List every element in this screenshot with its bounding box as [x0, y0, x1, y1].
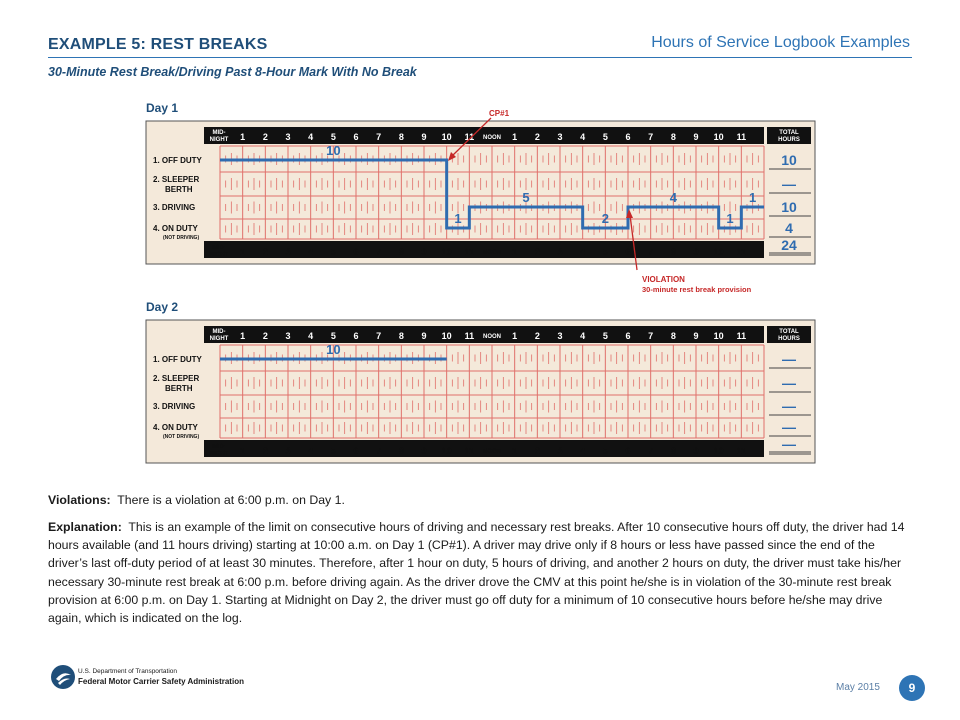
row-sublabel: (NOT DRIVING): [163, 434, 200, 440]
bottom-hour-label: 7: [648, 446, 654, 456]
bottom-hour-label: 5: [330, 446, 336, 456]
segment-hours-label: 10: [326, 342, 341, 357]
row-label: 2. SLEEPER: [153, 175, 200, 184]
row-label: 3. DRIVING: [153, 203, 196, 212]
bottom-hour-label: 9: [421, 247, 427, 257]
bottom-hour-label: 7: [376, 446, 382, 456]
top-hour-label: 11: [736, 132, 747, 142]
bottom-hour-label: 9: [693, 446, 699, 456]
bottom-hour-label: 4: [308, 247, 314, 257]
row-total: 10: [781, 199, 797, 215]
grand-total: —: [782, 436, 796, 452]
top-hour-label: 11: [464, 331, 475, 341]
top-hour-label: 3: [557, 132, 563, 142]
bottom-noon-label: NOON: [483, 250, 501, 256]
grand-total: 24: [781, 237, 797, 253]
top-hour-label: 6: [625, 132, 631, 142]
bottom-hour-label: 1: [240, 247, 246, 257]
top-hour-label: 10: [441, 132, 452, 142]
top-hour-label: 4: [308, 132, 314, 142]
bottom-hour-label: 2: [262, 446, 268, 456]
top-hour-label: 5: [330, 132, 336, 142]
dot-logo-icon: [50, 664, 76, 690]
bottom-hour-label: 9: [693, 247, 699, 257]
violations-text: There is a violation at 6:00 p.m. on Day 1.: [117, 493, 345, 507]
total-header-label: HOURS: [778, 137, 800, 143]
row-total: —: [782, 375, 796, 391]
top-hour-label: 10: [441, 331, 452, 341]
bottom-hour-label: 2: [534, 247, 540, 257]
bottom-midnight-label: NIGHT: [209, 252, 229, 258]
bottom-hour-label: 5: [602, 247, 608, 257]
row-label: 4. ON DUTY: [153, 224, 198, 233]
top-hour-label: 1: [512, 132, 518, 142]
bottom-midnight-label: NIGHT: [209, 451, 229, 457]
bottom-hour-label: 8: [398, 446, 404, 456]
bottom-hour-label: 8: [398, 247, 404, 257]
top-hour-label: 6: [625, 331, 631, 341]
top-hour-label: 8: [398, 132, 404, 142]
bottom-hour-label: 3: [285, 446, 291, 456]
top-hour-label: 11: [464, 132, 475, 142]
bottom-hour-label: 1: [512, 247, 518, 257]
bottom-hour-label: 3: [557, 446, 563, 456]
document-title: Hours of Service Logbook Examples: [651, 34, 910, 51]
segment-hours-label: 4: [669, 190, 677, 205]
top-hour-label: 3: [285, 132, 291, 142]
top-midnight-label: MID-: [212, 329, 226, 335]
segment-hours-label: 1: [454, 211, 462, 226]
top-hour-label: 8: [670, 132, 676, 142]
top-hour-label: 3: [557, 331, 563, 341]
bottom-hour-label: 7: [376, 247, 382, 257]
bottom-hour-label: 11: [464, 446, 475, 456]
top-hour-label: 5: [602, 331, 608, 341]
row-label: 1. OFF DUTY: [153, 355, 202, 364]
bottom-hour-label: 9: [421, 446, 427, 456]
bottom-hour-label: 3: [557, 247, 563, 257]
violation-detail: 30-minute rest break provision: [642, 285, 752, 294]
top-hour-label: 4: [308, 331, 314, 341]
explanation-text: This is an example of the limit on consecutive hours of driving and necessary rest breaks. After 10 consecutive hours off duty, the driver had 14 hours available (and 11 hours driving) starting at 10:00 a.m. on Day 1 (CP#1). A driver may drive only if 8 hours or less have passed since the end of the driver’s last off-duty period of at least 30 minutes. Therefore, after 1 hour on duty, 5 hours of driving, and another 2 hours on duty, the driver must take his/her necessary 30-minute rest break at 6:00 p.m. before driving again. As the driver drove the CMV at this point he/she is in violation of the 30-minute rest break provision at 6:00 p.m. on Day 1. Starting at Midnight on Day 2, the driver must go off duty for a minimum of 10 consecutive hours before he/she may drive again, which is indicated on the log.: [48, 520, 905, 626]
top-hour-label: 1: [240, 132, 246, 142]
top-hour-label: 6: [353, 331, 359, 341]
page-number: 9: [899, 675, 925, 701]
explanation-label: Explanation:: [48, 520, 122, 534]
bottom-hour-label: 5: [330, 247, 336, 257]
top-hour-label: 1: [240, 331, 246, 341]
checkpoint-label: CP#1: [489, 109, 510, 118]
total-header-label: HOURS: [778, 336, 800, 342]
top-hour-label: 10: [713, 132, 724, 142]
top-midnight-label: NIGHT: [209, 336, 229, 342]
bottom-hour-label: 11: [736, 247, 747, 257]
top-hour-label: 5: [330, 331, 336, 341]
bottom-hour-label: 1: [240, 446, 246, 456]
violations-label: Violations:: [48, 493, 111, 507]
row-total: 10: [781, 152, 797, 168]
row-total: —: [782, 398, 796, 414]
bottom-hour-label: 6: [353, 247, 359, 257]
row-label: 2. SLEEPER: [153, 374, 200, 383]
total-header-label: TOTAL: [779, 329, 799, 335]
top-hour-label: 9: [421, 331, 427, 341]
bottom-midnight-label: MID-: [212, 444, 226, 450]
bottom-hour-label: 1: [512, 446, 518, 456]
top-noon-label: NOON: [483, 334, 501, 340]
total-header-label: TOTAL: [779, 130, 799, 136]
segment-hours-label: 1: [749, 190, 757, 205]
bottom-hour-label: 10: [441, 247, 452, 257]
bottom-hour-label: 6: [625, 446, 631, 456]
row-total: 4: [785, 220, 793, 236]
top-hour-label: 2: [534, 331, 540, 341]
top-hour-label: 7: [376, 132, 382, 142]
explanation-paragraph: [48, 518, 918, 627]
bottom-hour-label: 10: [713, 247, 724, 257]
top-hour-label: 2: [534, 132, 540, 142]
top-hour-label: 2: [262, 331, 268, 341]
top-hour-label: 6: [353, 132, 359, 142]
bottom-hour-label: 5: [602, 446, 608, 456]
agency-name: Federal Motor Carrier Safety Administration: [78, 677, 244, 686]
bottom-hour-label: 4: [580, 247, 586, 257]
agency-department: U.S. Department of Transportation: [78, 668, 177, 675]
bottom-hour-label: 7: [648, 247, 654, 257]
row-label: 1. OFF DUTY: [153, 156, 202, 165]
top-hour-label: 4: [580, 132, 586, 142]
row-total: —: [782, 351, 796, 367]
top-hour-label: 4: [580, 331, 586, 341]
violations-paragraph: [48, 491, 918, 509]
top-hour-label: 7: [648, 132, 654, 142]
top-hour-label: 10: [713, 331, 724, 341]
top-hour-label: 7: [376, 331, 382, 341]
top-hour-label: 1: [512, 331, 518, 341]
top-hour-label: 9: [693, 132, 699, 142]
top-noon-label: NOON: [483, 135, 501, 141]
bottom-noon-label: NOON: [483, 449, 501, 455]
top-hour-label: 8: [398, 331, 404, 341]
bottom-hour-label: 6: [353, 446, 359, 456]
row-label-line2: BERTH: [165, 185, 193, 194]
top-hour-label: 5: [602, 132, 608, 142]
top-hour-label: 3: [285, 331, 291, 341]
bottom-hour-label: 2: [534, 446, 540, 456]
bottom-hour-label: 10: [441, 446, 452, 456]
bottom-hour-label: 10: [713, 446, 724, 456]
top-hour-label: 9: [421, 132, 427, 142]
bottom-midnight-label: MID-: [212, 245, 226, 251]
bottom-hour-label: 2: [262, 247, 268, 257]
day-label: Day 2: [146, 300, 179, 314]
segment-hours-label: 2: [601, 211, 609, 226]
segment-hours-label: 10: [326, 143, 341, 158]
bottom-hour-label: 11: [736, 446, 747, 456]
top-hour-label: 11: [736, 331, 747, 341]
top-hour-label: 9: [693, 331, 699, 341]
page-title: EXAMPLE 5: REST BREAKS: [48, 36, 268, 53]
top-hour-label: 7: [648, 331, 654, 341]
bottom-hour-label: 8: [670, 247, 676, 257]
top-midnight-label: NIGHT: [209, 137, 229, 143]
bottom-hour-label: 6: [625, 247, 631, 257]
page-subtitle: 30-Minute Rest Break/Driving Past 8-Hour Mark With No Break: [48, 65, 417, 79]
bottom-hour-label: 3: [285, 247, 291, 257]
row-label: 3. DRIVING: [153, 402, 196, 411]
bottom-hour-label: 11: [464, 247, 475, 257]
row-label-line2: BERTH: [165, 384, 193, 393]
day-label: Day 1: [146, 101, 179, 115]
row-label: 4. ON DUTY: [153, 423, 198, 432]
bottom-hour-label: 8: [670, 446, 676, 456]
segment-hours-label: 5: [522, 190, 530, 205]
row-total: —: [782, 176, 796, 192]
row-sublabel: (NOT DRIVING): [163, 235, 200, 241]
footer-date: May 2015: [836, 682, 880, 693]
segment-hours-label: 1: [726, 211, 734, 226]
top-hour-label: 8: [670, 331, 676, 341]
row-total: —: [782, 419, 796, 435]
bottom-hour-label: 4: [308, 446, 314, 456]
violation-label: VIOLATION: [642, 275, 685, 284]
top-hour-label: 2: [262, 132, 268, 142]
bottom-hour-label: 4: [580, 446, 586, 456]
top-midnight-label: MID-: [212, 130, 226, 136]
